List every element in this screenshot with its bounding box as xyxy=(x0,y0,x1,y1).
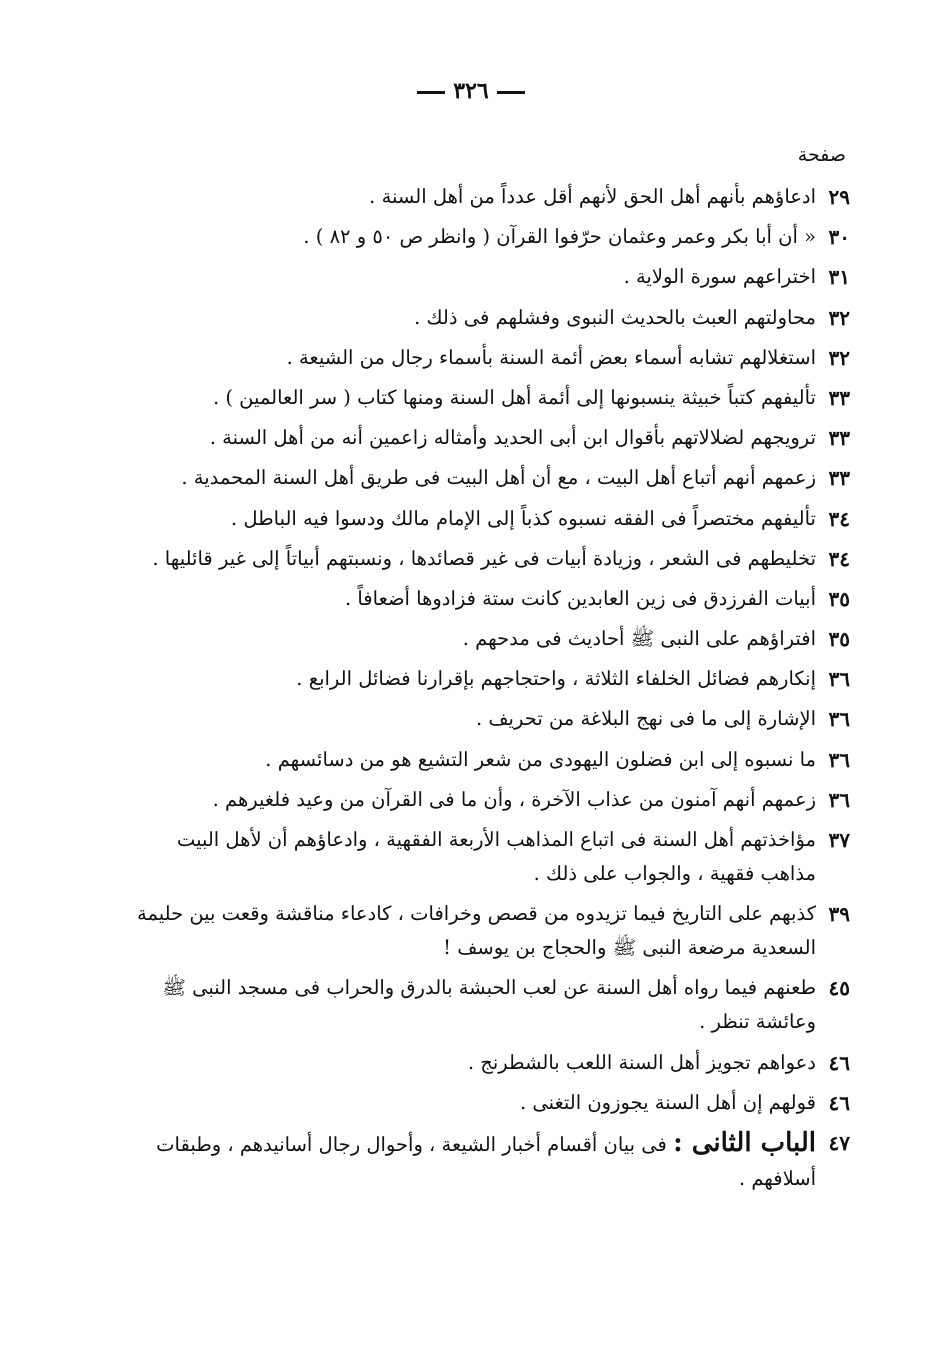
toc-entry xyxy=(130,582,850,616)
toc-entry-text: تأليفهم كتباً خبيثة ينسبونها إلى أئمة أهل السنة ومنها كتاب ( سر العالمين ) . xyxy=(212,385,816,409)
toc-entry-text: تأليفهم مختصراً فى الفقه نسبوه كذباً إلى الإمام مالك ودسوا فيه الباطل . xyxy=(230,506,816,530)
toc-entry-text: إنكارهم فضائل الخلفاء الثلاثة ، واحتجاجهم بإقرارنا فضائل الرابع . xyxy=(296,667,816,691)
toc-entry-text: افتراؤهم على النبى ﷺ أحاديث فى مدحهم . xyxy=(462,627,816,651)
toc-entry-text: ترويجهم لضلالاتهم بأقوال ابن أبى الحديد وأمثاله زاعمين أنه من أهل السنة . xyxy=(209,426,816,450)
toc-page-number: ٣٧ xyxy=(828,828,850,852)
toc-entry xyxy=(130,702,850,736)
toc-page-number: ٣٦ xyxy=(828,747,850,772)
toc-entry xyxy=(130,743,850,777)
toc-page-number: ٣٩ xyxy=(828,902,850,927)
toc-page-number: ٣٢ xyxy=(828,345,850,370)
page-number xyxy=(0,78,942,104)
page-number-text: ٣٢٦ xyxy=(453,78,489,104)
toc-entry-text: ادعاؤهم بأنهم أهل الحق لأنهم أقل عدداً من أهل السنة . xyxy=(369,185,816,208)
toc-page-number: ٣٣ xyxy=(828,426,850,451)
toc-entry xyxy=(130,1046,850,1080)
toc-entry xyxy=(130,502,850,536)
toc-page-number: ٣٦ xyxy=(828,787,850,812)
toc-entry xyxy=(130,897,850,965)
toc-entry xyxy=(130,461,850,495)
toc-page-number: ٣٢ xyxy=(828,305,850,330)
toc-page-number: ٤٦ xyxy=(828,1090,850,1115)
toc-page-number: ٣٦ xyxy=(828,667,850,692)
table-of-contents xyxy=(130,180,850,1202)
toc-entry xyxy=(130,260,850,294)
toc-entry xyxy=(130,823,850,891)
toc-entry-text: محاولتهم العبث بالحديث النبوى وفشلهم فى ذلك . xyxy=(414,305,816,329)
toc-page-number: ٤٧ xyxy=(828,1130,850,1155)
toc-entry xyxy=(130,301,850,335)
toc-page-number: ٣٣ xyxy=(828,385,850,410)
toc-entry-text: الإشارة إلى ما فى نهج البلاغة من تحريف . xyxy=(475,707,816,731)
toc-entry-text: ما نسبوه إلى ابن فضلون اليهودى من شعر التشيع هو من دسائسهم . xyxy=(265,747,816,771)
chapter-heading: الباب الثانى : xyxy=(673,1127,816,1158)
toc-entry-chapter xyxy=(130,1126,850,1196)
toc-entry xyxy=(130,381,850,415)
toc-page-number: ٤٥ xyxy=(828,976,850,1001)
toc-page-number: ٢٩ xyxy=(828,185,850,209)
toc-page-number: ٤٦ xyxy=(828,1050,850,1075)
toc-page-number: ٣٠ xyxy=(828,225,850,250)
toc-entry xyxy=(130,220,850,254)
column-header-page: صفحة xyxy=(797,144,846,166)
toc-page-number: ٣٥ xyxy=(828,586,850,611)
toc-page-number: ٣١ xyxy=(828,265,850,290)
toc-entry-text: مؤاخذتهم أهل السنة فى اتباع المذاهب الأربعة الفقهية ، وادعاؤهم أن لأهل البيت مذاهب فقهية ، والجواب على ذلك . xyxy=(176,828,816,885)
toc-entry-text: قولهم إن أهل السنة يجوزون التغنى . xyxy=(519,1090,816,1114)
toc-entry xyxy=(130,341,850,375)
toc-entry-text: أبيات الفرزدق فى زين العابدين كانت ستة فزادوها أضعافاً . xyxy=(344,586,816,610)
toc-entry xyxy=(130,971,850,1039)
toc-entry-text: « أن أبا بكر وعمر وعثمان حرّفوا القرآن ( وانظر ص ٥٠ و ٨٢ ) . xyxy=(303,225,816,249)
toc-entry xyxy=(130,1086,850,1120)
toc-page-number: ٣٥ xyxy=(828,627,850,652)
toc-entry-text: اختراعهم سورة الولاية . xyxy=(623,265,816,289)
toc-entry-text xyxy=(130,1126,816,1196)
toc-entry-text: طعنهم فيما رواه أهل السنة عن لعب الحبشة بالدرق والحراب فى مسجد النبى ﷺ وعائشة تنظر . xyxy=(162,976,816,1034)
toc-entry xyxy=(130,421,850,455)
toc-entry-text: زعمهم أنهم أتباع أهل البيت ، مع أن أهل البيت فى طريق أهل السنة المحمدية . xyxy=(181,466,816,490)
toc-entry xyxy=(130,622,850,656)
toc-entry xyxy=(130,662,850,696)
toc-page-number: ٣٤ xyxy=(828,546,850,571)
toc-page-number: ٣٦ xyxy=(828,707,850,732)
chapter-description: فى بيان أقسام أخبار الشيعة ، وأحوال رجال أسانيدهم ، وطبقات أسلافهم . xyxy=(156,1132,816,1190)
toc-page-number: ٣٤ xyxy=(828,506,850,531)
page-number-dash-left xyxy=(417,91,445,94)
toc-entry xyxy=(130,542,850,576)
toc-entry-text: كذبهم على التاريخ فيما تزيدوه من قصص وخرافات ، كادعاء مناقشة وقعت بين حليمة السعدية مرضعة النبى ﷺ والحجاج بن يوسف ! xyxy=(137,902,816,960)
toc-entry-text: استغلالهم تشابه أسماء بعض أئمة السنة بأسماء رجال من الشيعة . xyxy=(286,345,816,369)
toc-entry xyxy=(130,783,850,817)
toc-page-number: ٣٣ xyxy=(828,466,850,491)
page-number-dash-right xyxy=(497,91,525,94)
toc-entry xyxy=(130,180,850,214)
toc-entry-text: دعواهم تجويز أهل السنة اللعب بالشطرنج . xyxy=(467,1050,816,1074)
toc-entry-text: تخليطهم فى الشعر ، وزيادة أبيات فى غير قصائدها ، ونسبتهم أبياتاً إلى غير قائليها . xyxy=(152,546,816,570)
toc-entry-text: زعمهم أنهم آمنون من عذاب الآخرة ، وأن ما فى القرآن من وعيد فلغيرهم . xyxy=(212,787,816,811)
